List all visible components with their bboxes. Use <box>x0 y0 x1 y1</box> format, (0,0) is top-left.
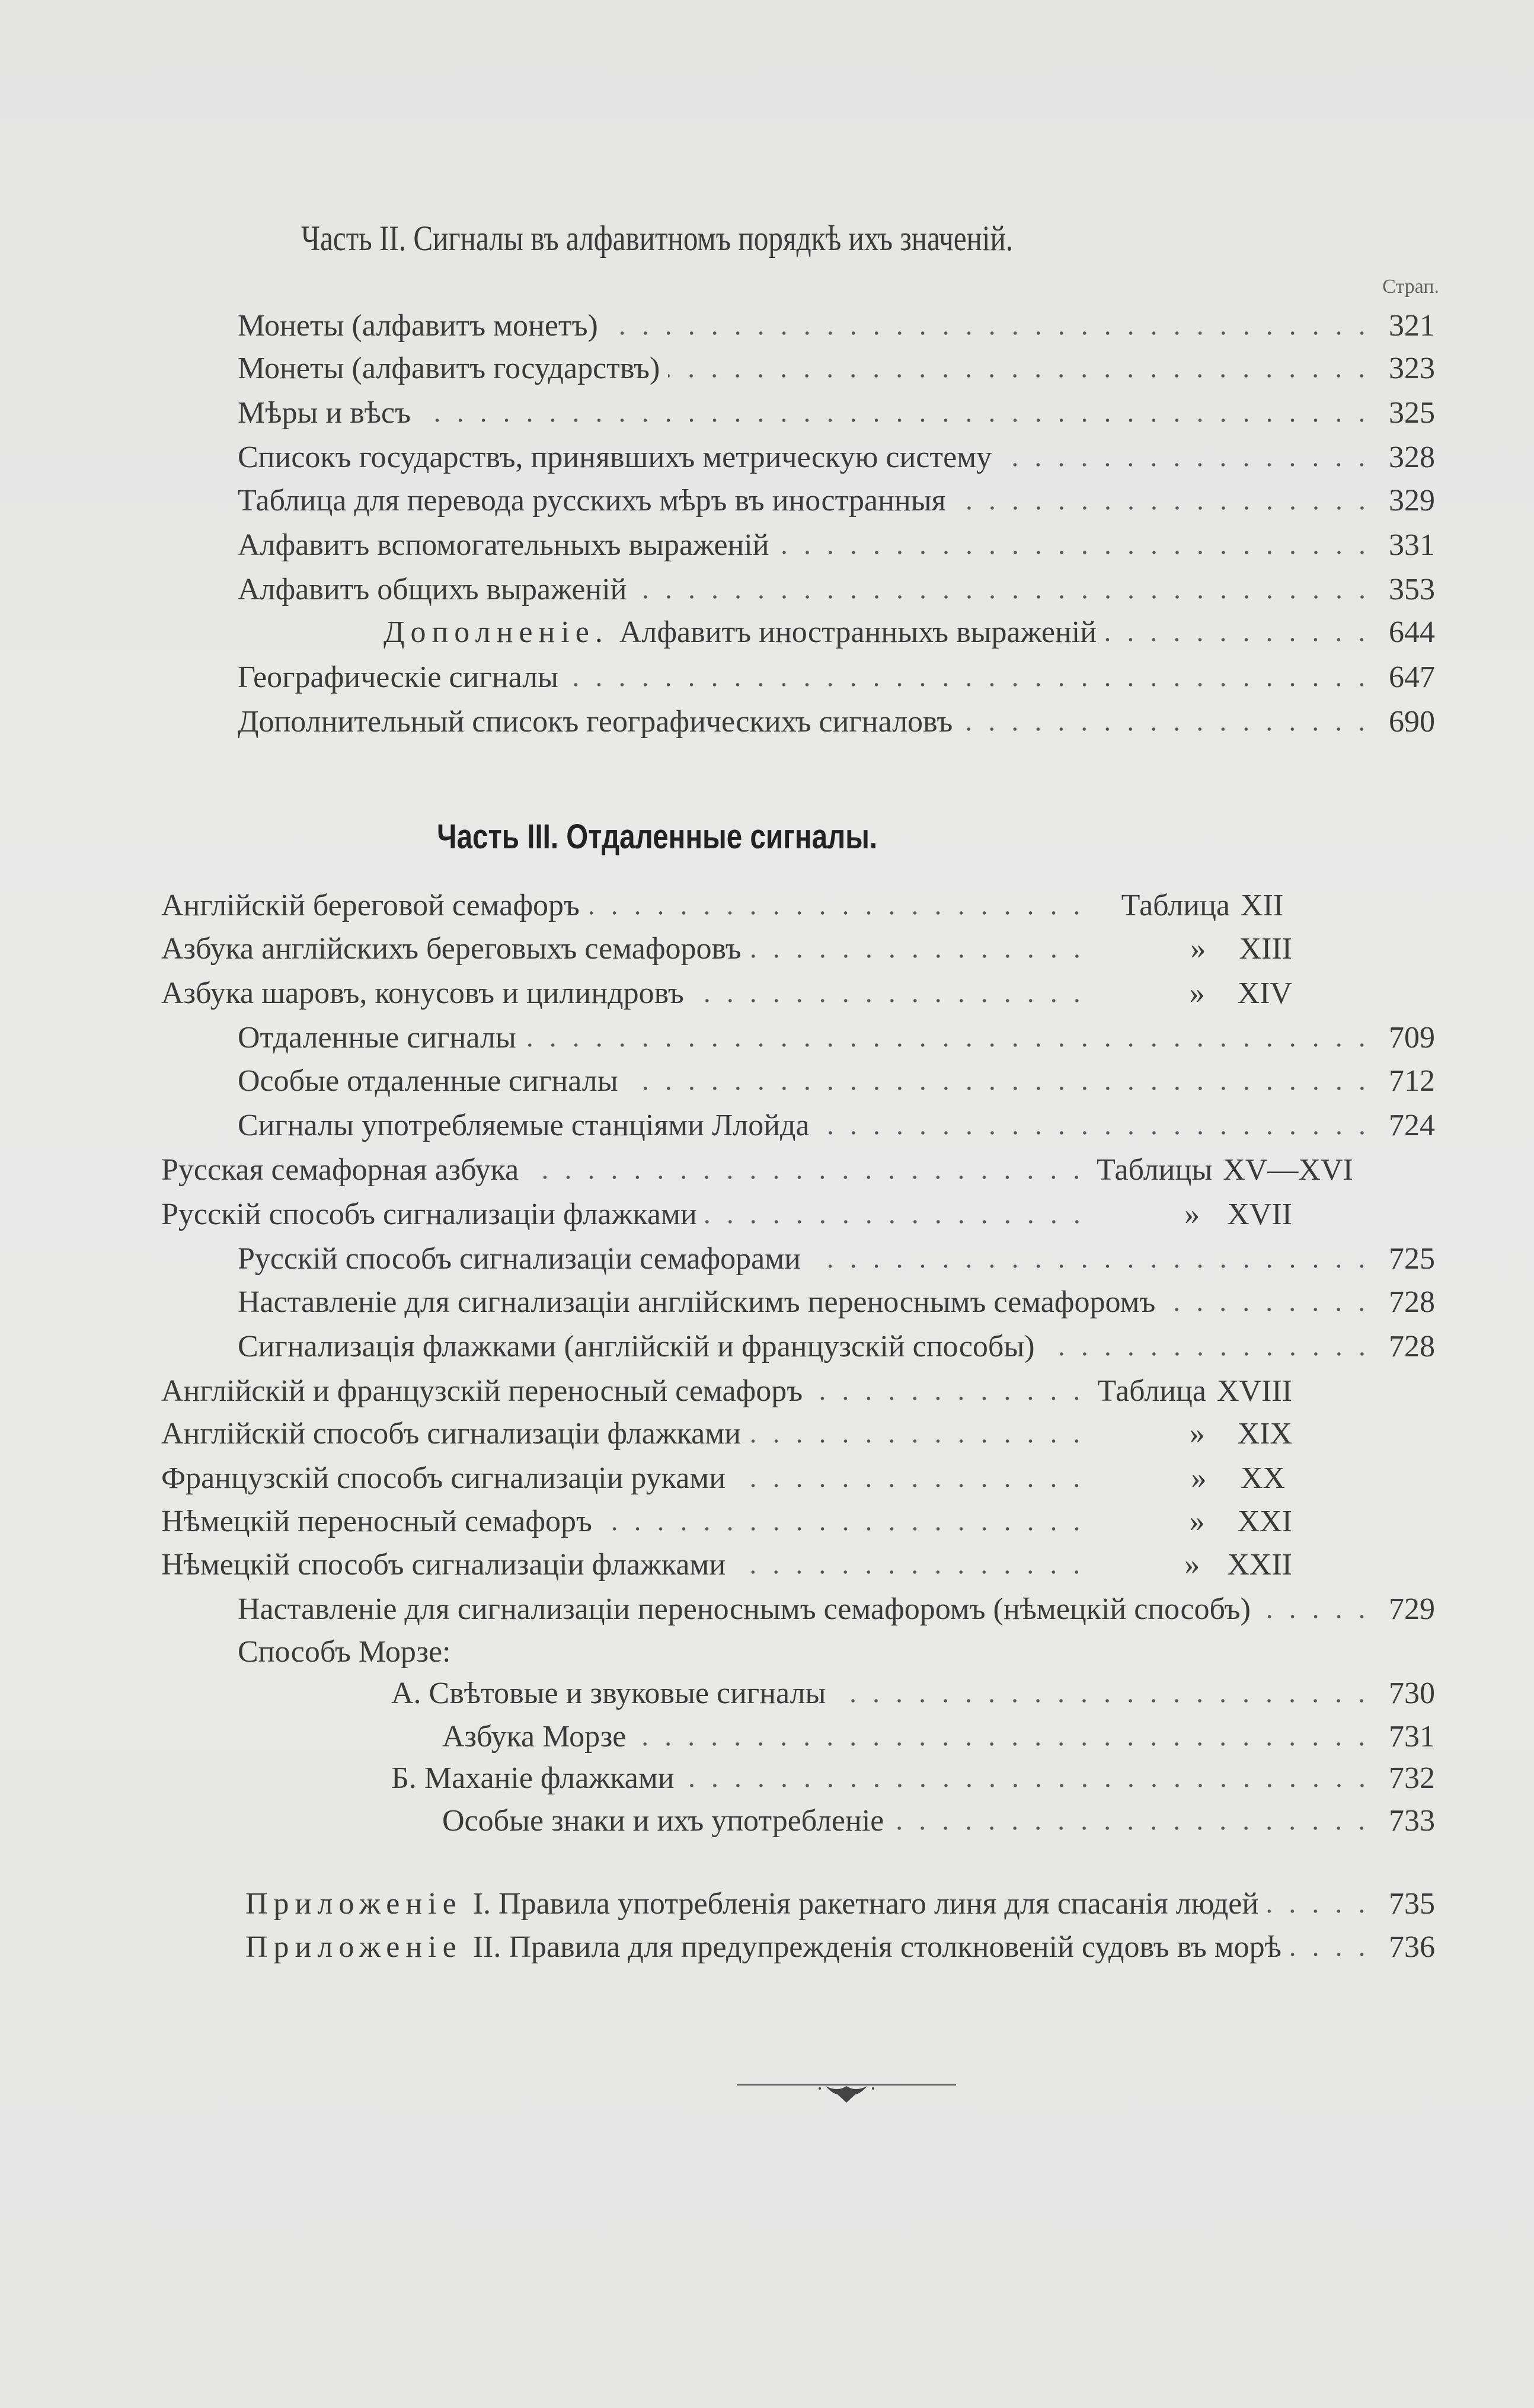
page-number: 732 <box>1389 1761 1435 1795</box>
page-number: 325 <box>1389 396 1435 430</box>
table-number: XIII <box>1239 932 1292 966</box>
dot-leader <box>954 506 1373 510</box>
entry-title: Нѣмецкій переносный семафоръ <box>161 1505 592 1538</box>
toc-entry <box>238 528 1435 563</box>
entry-title: Особые знаки и ихъ употребленіе <box>442 1804 884 1838</box>
entry-title: Русскій способъ сигнализаціи семафорами <box>238 1242 801 1276</box>
toc-entry <box>238 1592 1435 1627</box>
toc-entry <box>391 1761 1435 1796</box>
table-reference <box>1097 1152 1353 1187</box>
toc-entry <box>442 1803 1435 1839</box>
dot-leader <box>567 682 1373 687</box>
table-reference <box>1097 1461 1292 1496</box>
entry-title: Б. Маханіе флажками <box>391 1761 675 1795</box>
page-number: 731 <box>1389 1720 1435 1754</box>
entry-title: Русскій способъ сигнализаціи флажками <box>161 1197 697 1231</box>
entry-title: Азбука англійскихъ береговыхъ семафоровъ <box>161 932 742 966</box>
table-reference <box>1097 976 1292 1011</box>
dot-leader <box>1105 637 1373 642</box>
entry-title: А. Свѣтовые и звуковые сигналы <box>391 1676 826 1710</box>
dot-leader <box>749 1439 1088 1443</box>
appendix-entry <box>245 1930 1435 1965</box>
toc-entry <box>161 888 1292 924</box>
dot-leader <box>1290 1952 1373 1957</box>
table-number: XVIII <box>1216 1374 1292 1408</box>
dot-leader <box>834 1698 1373 1703</box>
entry-title: Русская семафорная азбука <box>161 1153 519 1187</box>
page-number: 353 <box>1389 573 1435 606</box>
entry-title: Азбука Морзе <box>442 1720 627 1754</box>
toc-entry <box>238 351 1435 387</box>
table-label: Таблицы <box>1097 1153 1213 1187</box>
table-number: XVII <box>1227 1197 1292 1231</box>
page-number: 736 <box>1389 1930 1435 1964</box>
entry-prefix: Дополненіе. <box>384 615 609 649</box>
dot-leader <box>778 550 1373 555</box>
entry-prefix: Приложеніе <box>245 1930 462 1964</box>
page-number: 647 <box>1389 660 1435 694</box>
toc-entry <box>238 440 1435 475</box>
dot-leader <box>734 1570 1088 1575</box>
table-label: » <box>1189 1417 1205 1451</box>
page-number: 728 <box>1389 1330 1435 1363</box>
entry-title: II. Правила для предупрежденія столкновеній судовъ въ морѣ <box>472 1930 1281 1964</box>
entry-title: Англійскій способъ сигнализаціи флажками <box>161 1417 741 1451</box>
entry-title: Списокъ государствъ, принявшихъ метрическую систему <box>238 440 992 474</box>
table-reference <box>1097 888 1292 923</box>
toc-entry <box>161 1152 1353 1188</box>
page-number: 725 <box>1389 1242 1435 1276</box>
table-reference <box>1097 1547 1292 1582</box>
entry-title: Особые отдаленные сигналы <box>238 1064 618 1098</box>
page-number: 729 <box>1389 1592 1435 1626</box>
toc-entry <box>161 1416 1292 1452</box>
toc-entry <box>391 1676 1435 1711</box>
dot-leader <box>1267 1909 1373 1914</box>
page-number: 329 <box>1389 484 1435 518</box>
entry-title: Англійскій береговой семафоръ <box>161 889 580 922</box>
dot-leader <box>600 1526 1088 1531</box>
dot-leader <box>892 1826 1373 1831</box>
table-label: » <box>1190 932 1206 966</box>
dot-leader <box>1164 1307 1373 1312</box>
toc-entry <box>238 395 1435 431</box>
toc-entry <box>238 1241 1435 1277</box>
dot-leader <box>635 595 1374 599</box>
entry-title: Дополнительный списокъ географическихъ сигналовъ <box>238 705 953 739</box>
entry-title: Алфавитъ общихъ выраженій <box>238 573 627 606</box>
dot-leader <box>961 727 1373 732</box>
entry-title: Французскій способъ сигнализаціи руками <box>161 1461 726 1495</box>
entry-title: Нѣмецкій способъ сигнализаціи флажками <box>161 1548 726 1582</box>
page-number: 730 <box>1389 1676 1435 1710</box>
page-column-header: Страп. <box>1382 276 1439 298</box>
entry-prefix: Приложеніе <box>245 1887 462 1921</box>
dot-leader <box>809 1264 1373 1269</box>
dot-leader <box>692 998 1088 1003</box>
table-label: » <box>1184 1548 1200 1582</box>
entry-title: Способъ Морзе: <box>238 1635 451 1669</box>
entry-title: Англійскій и французскій переносный семафоръ <box>161 1374 803 1408</box>
toc-entry <box>238 1064 1435 1099</box>
dot-leader <box>668 373 1373 378</box>
page-number: 644 <box>1389 615 1435 649</box>
dot-leader <box>588 911 1088 915</box>
table-label: » <box>1189 1505 1205 1538</box>
entry-title: Алфавитъ вспомогательныхъ выраженій <box>238 528 769 562</box>
page-number: 709 <box>1389 1021 1435 1055</box>
entry-title: Наставленіе для сигнализаціи англійскимъ переноснымъ семафоромъ <box>238 1285 1156 1319</box>
entry-title: Сигнализація флажками (англійскій и французскій способы) <box>238 1330 1035 1363</box>
entry-title: Монеты (алфавитъ монетъ) <box>238 309 598 343</box>
entry-title: I. Правила употребленія ракетнаго линя для спасанія людей <box>472 1887 1259 1921</box>
toc-entry <box>442 1719 1435 1755</box>
table-label: » <box>1184 1197 1200 1231</box>
table-label: » <box>1191 1461 1207 1495</box>
table-number: XV—XVI <box>1223 1153 1353 1187</box>
dot-leader <box>627 1086 1373 1091</box>
appendix-entry <box>245 1886 1435 1922</box>
page-number: 331 <box>1389 528 1435 562</box>
entry-title: Монеты (алфавитъ государствъ) <box>238 352 660 385</box>
table-label: » <box>1189 976 1205 1010</box>
page-number: 735 <box>1389 1887 1435 1921</box>
table-reference <box>1097 1504 1292 1539</box>
toc-entry <box>161 1547 1292 1583</box>
toc-entry <box>238 308 1435 344</box>
table-reference <box>1097 931 1292 966</box>
toc-entry <box>384 615 1435 650</box>
dot-leader <box>1043 1352 1373 1356</box>
dot-leader <box>1000 462 1373 467</box>
entry-title: Алфавитъ иностранныхъ выраженій <box>619 615 1097 649</box>
entry-title: Сигналы употребляемые станціями Ллойда <box>238 1109 810 1142</box>
dot-leader <box>705 1219 1088 1224</box>
page-number: 323 <box>1389 352 1435 385</box>
table-reference <box>1097 1374 1292 1409</box>
page-number: 724 <box>1389 1109 1435 1142</box>
toc-entry <box>238 704 1435 740</box>
page-number: 728 <box>1389 1285 1435 1319</box>
dot-leader <box>1259 1614 1373 1619</box>
dot-leader <box>634 1742 1373 1746</box>
toc-entry <box>238 572 1435 608</box>
table-reference <box>1097 1416 1292 1451</box>
entry-title: Наставленіе для сигнализаціи переноснымъ семафоромъ (нѣмецкій способъ) <box>238 1592 1251 1626</box>
part3-title: Часть III. Отдаленные сигналы. <box>437 817 878 856</box>
toc-entry <box>161 1461 1292 1496</box>
toc-entry <box>238 660 1435 695</box>
table-number: XX <box>1241 1461 1286 1495</box>
entry-title: Мѣры и вѣсъ <box>238 396 411 430</box>
dot-leader <box>818 1130 1373 1135</box>
dot-leader <box>527 1175 1088 1180</box>
toc-entry <box>161 931 1292 967</box>
dot-leader <box>606 331 1373 336</box>
table-number: XIV <box>1237 976 1292 1010</box>
table-reference <box>1097 1197 1292 1232</box>
page-number: 328 <box>1389 440 1435 474</box>
page-number: 733 <box>1389 1804 1435 1838</box>
dot-leader <box>419 418 1373 423</box>
table-number: XXI <box>1237 1505 1292 1538</box>
toc-entry <box>161 1197 1292 1232</box>
toc-entry <box>238 1020 1435 1056</box>
entry-title: Отдаленные сигналы <box>238 1021 516 1055</box>
dot-leader <box>734 1483 1088 1488</box>
dot-leader <box>525 1043 1373 1047</box>
entry-title: Таблица для перевода русскихъ мѣръ въ иностранныя <box>238 484 946 518</box>
table-number: XXII <box>1227 1548 1292 1582</box>
toc-entry <box>161 1504 1292 1540</box>
table-number: XIX <box>1237 1417 1292 1451</box>
page-number: 712 <box>1389 1064 1435 1098</box>
table-label: Таблица <box>1097 1374 1206 1408</box>
page-number: 321 <box>1389 309 1435 343</box>
dot-leader <box>683 1783 1373 1788</box>
dot-leader <box>750 954 1088 959</box>
toc-entry <box>161 1374 1292 1409</box>
toc-entry <box>238 1108 1435 1144</box>
end-ornament <box>737 2078 956 2107</box>
toc-entry <box>238 1634 451 1670</box>
part2-title: Часть II. Сигналы въ алфавитномъ порядкѣ ихъ значеній. <box>301 219 1014 258</box>
toc-entry <box>238 1285 1435 1320</box>
toc-entry <box>238 1329 1435 1365</box>
entry-title: Географическіе сигналы <box>238 660 558 694</box>
toc-entry <box>238 483 1435 519</box>
entry-title: Азбука шаровъ, конусовъ и цилиндровъ <box>161 976 684 1010</box>
table-number: XII <box>1241 889 1284 922</box>
page-number: 690 <box>1389 705 1435 739</box>
toc-entry <box>161 976 1292 1011</box>
dot-leader <box>811 1396 1088 1401</box>
table-label: Таблица <box>1121 889 1230 922</box>
